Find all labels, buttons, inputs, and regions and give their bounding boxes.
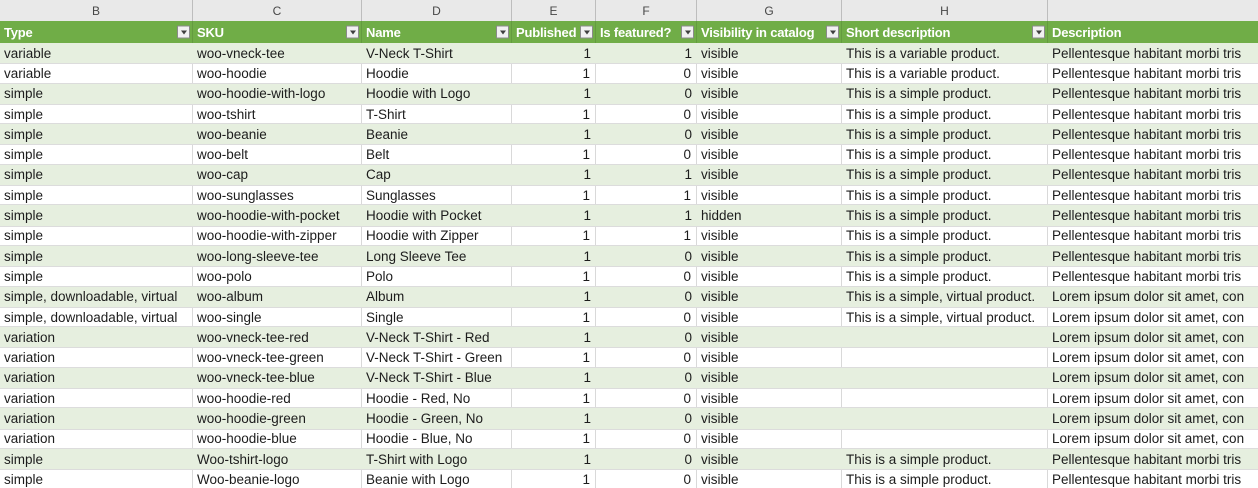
cell-visibility[interactable]: visible (701, 451, 739, 467)
chevron-down-icon (350, 30, 356, 34)
column-letters-row (0, 0, 1258, 21)
table-row (0, 408, 1258, 428)
table-row (0, 104, 1258, 124)
filter-button-type[interactable] (177, 26, 190, 39)
cell-published[interactable]: 1 (512, 105, 596, 123)
cell-is-featured[interactable]: 0 (684, 86, 692, 102)
header-cell-published[interactable] (512, 21, 596, 43)
cell-description[interactable]: Pellentesque habitant morbi tris (1052, 167, 1242, 183)
cell-short-description[interactable] (842, 348, 1048, 366)
cell-published[interactable]: 1 (512, 308, 596, 326)
cell-short-description[interactable] (842, 430, 1048, 448)
cell-sku[interactable]: woo-vneck-tee-red (197, 329, 309, 345)
cell-type[interactable]: simple (0, 186, 193, 204)
cell-sku[interactable]: woo-long-sleeve-tee (197, 248, 319, 264)
cell-name[interactable]: Hoodie with Zipper (362, 227, 512, 245)
cell-description[interactable]: Pellentesque habitant morbi tris (1052, 65, 1242, 81)
cell-is-featured[interactable]: 0 (596, 105, 697, 123)
cell-visibility[interactable]: visible (697, 470, 842, 488)
cell-type[interactable]: simple (4, 167, 44, 183)
cell-description[interactable]: Pellentesque habitant morbi tris (1052, 86, 1242, 102)
cell-visibility[interactable]: visible (701, 248, 739, 264)
cell-name[interactable]: Hoodie (362, 64, 512, 82)
cell-name[interactable]: V-Neck T-Shirt (366, 45, 453, 61)
cell-is-featured[interactable]: 0 (596, 430, 697, 448)
filter-button-short-description[interactable] (1032, 26, 1045, 39)
table-row (0, 266, 1258, 286)
cell-visibility[interactable]: visible (697, 64, 842, 82)
cell-short-description[interactable]: This is a variable product. (842, 64, 1048, 82)
cell-type[interactable]: simple (0, 145, 193, 163)
cell-is-featured[interactable]: 0 (684, 126, 692, 142)
table-row (0, 84, 1258, 104)
cell-short-description[interactable]: This is a simple, virtual product. (842, 308, 1048, 326)
column-letter-published[interactable]: E (512, 0, 596, 21)
cell-short-description[interactable]: This is a variable product. (846, 45, 1000, 61)
table-row (0, 226, 1258, 246)
column-letter-visibility[interactable]: G (697, 0, 842, 21)
cell-type[interactable]: variation (4, 329, 56, 345)
cell-description[interactable]: Pellentesque habitant morbi tris (1052, 268, 1242, 284)
cell-is-featured[interactable]: 0 (684, 329, 692, 345)
cell-visibility[interactable]: hidden (701, 208, 742, 224)
cell-published[interactable]: 1 (512, 267, 596, 285)
cell-is-featured[interactable]: 0 (684, 248, 692, 264)
cell-name[interactable]: V-Neck T-Shirt - Green (362, 348, 512, 366)
cell-is-featured[interactable]: 0 (596, 470, 697, 488)
cell-published[interactable]: 1 (583, 451, 591, 467)
filter-button-visibility[interactable] (826, 26, 839, 39)
cell-published[interactable]: 1 (583, 86, 591, 102)
cell-published[interactable]: 1 (583, 167, 591, 183)
cell-type[interactable]: simple, downloadable, virtual (4, 289, 178, 305)
cell-type[interactable]: simple, downloadable, virtual (0, 308, 193, 326)
cell-short-description[interactable]: This is a simple product. (842, 186, 1048, 204)
cell-short-description[interactable]: This is a simple, virtual product. (846, 289, 1036, 305)
header-label-short-description: Short description (846, 24, 951, 40)
cell-visibility[interactable]: visible (701, 370, 739, 386)
filter-button-published[interactable] (580, 26, 593, 39)
cell-name[interactable]: Sunglasses (362, 186, 512, 204)
cell-short-description[interactable]: This is a simple product. (846, 248, 992, 264)
cell-description[interactable]: Pellentesque habitant morbi tris (1052, 208, 1242, 224)
cell-short-description[interactable]: This is a simple product. (842, 145, 1048, 163)
column-letter-description[interactable] (1048, 0, 1258, 21)
cell-sku[interactable]: woo-hoodie-blue (193, 430, 362, 448)
cell-name[interactable]: T-Shirt with Logo (366, 451, 468, 467)
cell-description[interactable]: Pellentesque habitant morbi tris (1052, 451, 1242, 467)
cell-sku[interactable]: woo-beanie (197, 126, 267, 142)
cell-published[interactable]: 1 (512, 227, 596, 245)
cell-name[interactable]: Single (362, 308, 512, 326)
cell-sku[interactable]: woo-belt (193, 145, 362, 163)
header-label-type: Type (4, 24, 33, 40)
cell-description[interactable]: Lorem ipsum dolor sit amet, con (1052, 309, 1245, 325)
cell-description[interactable]: Pellentesque habitant morbi tris (1052, 147, 1242, 163)
cell-name[interactable]: Album (366, 289, 405, 305)
cell-sku[interactable]: woo-hoodie-with-pocket (197, 208, 340, 224)
cell-short-description[interactable]: This is a simple product. (846, 451, 992, 467)
cell-short-description[interactable]: This is a simple product. (842, 470, 1048, 488)
column-letter-sku[interactable]: C (193, 0, 362, 21)
cell-sku[interactable]: woo-hoodie-green (197, 410, 306, 426)
header-cell-is-featured[interactable] (596, 21, 697, 43)
cell-type[interactable]: simple (4, 86, 44, 102)
cell-is-featured[interactable]: 0 (684, 410, 692, 426)
cell-sku[interactable]: woo-cap (197, 167, 249, 183)
cell-description[interactable]: Pellentesque habitant morbi tris (1052, 45, 1242, 61)
cell-visibility[interactable]: visible (697, 227, 842, 245)
cell-visibility[interactable]: visible (697, 308, 842, 326)
table-row (0, 327, 1258, 347)
cell-is-featured[interactable]: 1 (684, 45, 692, 61)
cell-type[interactable]: simple (4, 208, 44, 224)
header-label-visibility: Visibility in catalog (701, 24, 815, 40)
cell-published[interactable]: 1 (583, 248, 591, 264)
header-label-description: Description (1052, 24, 1122, 40)
cell-is-featured[interactable]: 1 (684, 167, 692, 183)
cell-is-featured[interactable]: 0 (596, 145, 697, 163)
cell-description[interactable]: Pellentesque habitant morbi tris (1052, 228, 1242, 244)
cell-name[interactable]: Long Sleeve Tee (366, 248, 467, 264)
cell-visibility[interactable]: visible (701, 410, 739, 426)
cell-sku[interactable]: Woo-beanie-logo (193, 470, 362, 488)
cell-short-description[interactable]: This is a simple product. (846, 86, 992, 102)
cell-name[interactable]: Hoodie with Logo (366, 86, 471, 102)
cell-visibility[interactable]: visible (697, 186, 842, 204)
cell-sku[interactable]: woo-album (197, 289, 264, 305)
chevron-down-icon (500, 30, 506, 34)
table-header-row (0, 21, 1258, 43)
cell-is-featured[interactable]: 1 (684, 208, 692, 224)
table-row (0, 124, 1258, 144)
cell-short-description[interactable] (842, 327, 1048, 347)
cell-sku[interactable]: woo-vneck-tee (197, 45, 285, 61)
cell-visibility[interactable]: visible (701, 86, 739, 102)
table-row (0, 287, 1258, 307)
cell-published[interactable]: 1 (512, 389, 596, 407)
cell-name[interactable]: Beanie with Logo (362, 470, 512, 488)
table-body (0, 43, 1258, 488)
cell-sku[interactable]: woo-hoodie (193, 64, 362, 82)
cell-is-featured[interactable]: 0 (684, 370, 692, 386)
header-cell-sku[interactable] (193, 21, 362, 43)
cell-published[interactable]: 1 (512, 145, 596, 163)
cell-description[interactable]: Lorem ipsum dolor sit amet, con (1052, 390, 1245, 406)
table-row (0, 63, 1258, 83)
cell-description[interactable]: Lorem ipsum dolor sit amet, con (1052, 410, 1245, 426)
table-row (0, 449, 1258, 469)
table-row (0, 469, 1258, 488)
cell-short-description[interactable] (842, 408, 1048, 428)
filter-button-is-featured[interactable] (681, 26, 694, 39)
cell-short-description[interactable]: This is a simple product. (846, 208, 992, 224)
cell-type[interactable]: simple (4, 248, 44, 264)
table-row (0, 388, 1258, 408)
cell-published[interactable]: 1 (512, 348, 596, 366)
chevron-down-icon (685, 30, 691, 34)
cell-type[interactable]: variable (4, 45, 52, 61)
cell-visibility[interactable]: visible (701, 167, 739, 183)
cell-type[interactable]: simple (0, 267, 193, 285)
cell-description[interactable]: Lorem ipsum dolor sit amet, con (1052, 289, 1245, 305)
cell-description[interactable]: Pellentesque habitant morbi tris (1052, 187, 1242, 203)
header-label-is-featured: Is featured? (600, 24, 672, 40)
cell-name[interactable]: V-Neck T-Shirt - Blue (366, 370, 492, 386)
chevron-down-icon (830, 30, 836, 34)
column-letter-name[interactable]: D (362, 0, 512, 21)
table-row (0, 185, 1258, 205)
cell-type[interactable]: simple (0, 105, 193, 123)
cell-name[interactable]: Cap (366, 167, 391, 183)
cell-short-description[interactable]: This is a simple product. (846, 126, 992, 142)
header-cell-visibility[interactable] (697, 21, 842, 43)
cell-short-description[interactable]: This is a simple product. (842, 105, 1048, 123)
cell-type[interactable]: variable (0, 64, 193, 82)
cell-is-featured[interactable]: 0 (596, 64, 697, 82)
cell-type[interactable]: simple (4, 126, 44, 142)
cell-sku[interactable]: woo-hoodie-red (193, 389, 362, 407)
cell-published[interactable]: 1 (512, 470, 596, 488)
cell-visibility[interactable]: visible (701, 329, 739, 345)
cell-visibility[interactable]: visible (697, 348, 842, 366)
cell-is-featured[interactable]: 0 (596, 389, 697, 407)
cell-visibility[interactable]: visible (697, 267, 842, 285)
cell-type[interactable]: variation (0, 348, 193, 366)
table-row (0, 144, 1258, 164)
filter-button-sku[interactable] (346, 26, 359, 39)
cell-published[interactable]: 1 (583, 126, 591, 142)
cell-sku[interactable]: woo-sunglasses (193, 186, 362, 204)
header-label-published: Published (516, 24, 577, 40)
cell-published[interactable]: 1 (583, 289, 591, 305)
cell-description[interactable]: Pellentesque habitant morbi tris (1052, 471, 1242, 487)
cell-sku[interactable]: woo-polo (193, 267, 362, 285)
cell-type[interactable]: variation (4, 370, 56, 386)
column-letter-is-featured[interactable]: F (596, 0, 697, 21)
table-row (0, 246, 1258, 266)
cell-short-description[interactable]: This is a simple product. (842, 227, 1048, 245)
cell-name[interactable]: V-Neck T-Shirt - Red (366, 329, 490, 345)
cell-name[interactable]: T-Shirt (362, 105, 512, 123)
table-row (0, 307, 1258, 327)
cell-is-featured[interactable]: 0 (596, 267, 697, 285)
header-label-sku: SKU (197, 24, 224, 40)
cell-published[interactable]: 1 (583, 370, 591, 386)
cell-description[interactable]: Pellentesque habitant morbi tris (1052, 106, 1242, 122)
cell-visibility[interactable]: visible (697, 145, 842, 163)
cell-sku[interactable]: Woo-tshirt-logo (197, 451, 289, 467)
cell-sku[interactable]: woo-tshirt (193, 105, 362, 123)
cell-description[interactable]: Lorem ipsum dolor sit amet, con (1052, 329, 1245, 345)
cell-is-featured[interactable]: 1 (596, 186, 697, 204)
cell-name[interactable]: Beanie (366, 126, 409, 142)
cell-short-description[interactable]: This is a simple product. (842, 267, 1048, 285)
column-letter-type[interactable]: B (0, 0, 193, 21)
cell-published[interactable]: 1 (583, 329, 591, 345)
cell-sku[interactable]: woo-vneck-tee-green (193, 348, 362, 366)
cell-published[interactable]: 1 (512, 186, 596, 204)
table-row (0, 165, 1258, 185)
cell-published[interactable]: 1 (583, 410, 591, 426)
chevron-down-icon (1036, 30, 1042, 34)
header-label-name: Name (366, 24, 401, 40)
cell-is-featured[interactable]: 0 (596, 348, 697, 366)
cell-name[interactable]: Hoodie - Blue, No (362, 430, 512, 448)
cell-published[interactable]: 1 (512, 430, 596, 448)
cell-name[interactable]: Hoodie - Red, No (362, 389, 512, 407)
cell-sku[interactable]: woo-vneck-tee-blue (197, 370, 315, 386)
header-cell-name[interactable] (362, 21, 512, 43)
cell-visibility[interactable]: visible (701, 126, 739, 142)
cell-short-description[interactable] (842, 389, 1048, 407)
cell-is-featured[interactable]: 1 (596, 227, 697, 245)
cell-type[interactable]: variation (4, 410, 56, 426)
header-cell-type[interactable] (0, 21, 193, 43)
cell-visibility[interactable]: visible (697, 389, 842, 407)
cell-description[interactable]: Lorem ipsum dolor sit amet, con (1052, 370, 1245, 386)
filter-button-name[interactable] (496, 26, 509, 39)
cell-short-description[interactable]: This is a simple product. (846, 167, 992, 183)
cell-sku[interactable]: woo-hoodie-with-zipper (193, 227, 362, 245)
cell-name[interactable]: Belt (362, 145, 512, 163)
cell-sku[interactable]: woo-single (193, 308, 362, 326)
cell-published[interactable]: 1 (583, 45, 591, 61)
cell-type[interactable]: simple (0, 470, 193, 488)
cell-type[interactable]: simple (0, 227, 193, 245)
cell-is-featured[interactable]: 0 (684, 451, 692, 467)
cell-visibility[interactable]: visible (701, 289, 739, 305)
cell-name[interactable]: Hoodie - Green, No (366, 410, 484, 426)
cell-visibility[interactable]: visible (701, 45, 739, 61)
cell-published[interactable]: 1 (583, 208, 591, 224)
table-row (0, 205, 1258, 225)
cell-published[interactable]: 1 (512, 64, 596, 82)
cell-description[interactable]: Lorem ipsum dolor sit amet, con (1052, 350, 1245, 366)
cell-description[interactable]: Lorem ipsum dolor sit amet, con (1052, 431, 1245, 447)
table-row (0, 429, 1258, 449)
cell-type[interactable]: variation (0, 430, 193, 448)
cell-short-description[interactable] (842, 368, 1048, 388)
table-row (0, 43, 1258, 63)
cell-type[interactable]: variation (0, 389, 193, 407)
header-cell-short-description[interactable] (842, 21, 1048, 43)
chevron-down-icon (584, 30, 590, 34)
cell-type[interactable]: simple (4, 451, 44, 467)
cell-visibility[interactable]: visible (697, 430, 842, 448)
column-letter-short-description[interactable]: H (842, 0, 1048, 21)
cell-sku[interactable]: woo-hoodie-with-logo (197, 86, 326, 102)
cell-description[interactable]: Pellentesque habitant morbi tris (1052, 126, 1242, 142)
cell-name[interactable]: Polo (362, 267, 512, 285)
table-row (0, 347, 1258, 367)
cell-description[interactable]: Pellentesque habitant morbi tris (1052, 248, 1242, 264)
cell-is-featured[interactable]: 0 (684, 289, 692, 305)
table-row (0, 368, 1258, 388)
chevron-down-icon (181, 30, 187, 34)
cell-name[interactable]: Hoodie with Pocket (366, 208, 482, 224)
cell-is-featured[interactable]: 0 (596, 308, 697, 326)
cell-visibility[interactable]: visible (697, 105, 842, 123)
header-cell-description[interactable] (1048, 21, 1258, 43)
